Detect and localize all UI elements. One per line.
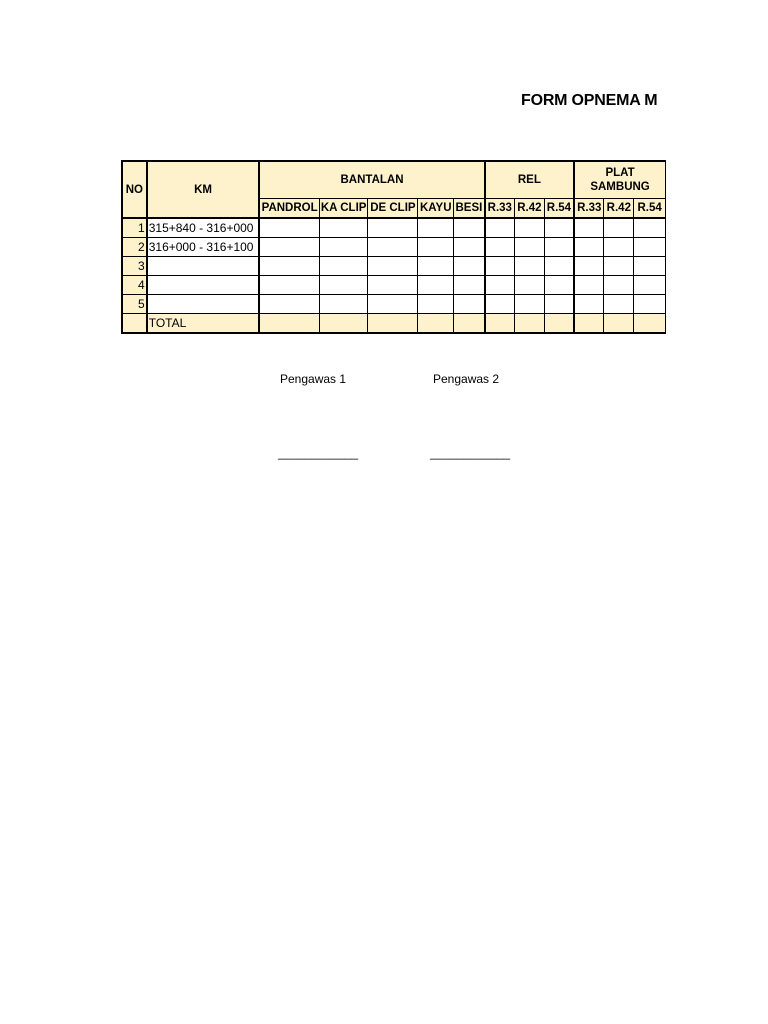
total-cell[interactable]: [604, 314, 634, 334]
cell[interactable]: [604, 218, 634, 238]
header-bantalan-wrap: [259, 161, 484, 199]
header-no: NO: [122, 161, 147, 218]
row-km[interactable]: [147, 276, 260, 295]
cell[interactable]: [604, 257, 634, 276]
cell[interactable]: [319, 257, 368, 276]
cell[interactable]: [544, 238, 574, 257]
cell[interactable]: [514, 257, 544, 276]
signature-label-right: Pengawas 2: [433, 372, 500, 386]
cell[interactable]: [514, 238, 544, 257]
table-row: [122, 257, 666, 276]
signature-line-right: ____________: [430, 446, 511, 460]
total-cell[interactable]: [319, 314, 368, 334]
form-title: FORM OPNEMA M: [521, 92, 658, 109]
cell[interactable]: [634, 257, 666, 276]
cell[interactable]: [454, 257, 485, 276]
total-cell[interactable]: [368, 314, 418, 334]
total-cell[interactable]: [574, 314, 604, 334]
total-cell[interactable]: [259, 314, 319, 334]
header-km: KM: [147, 161, 260, 218]
cell[interactable]: [544, 276, 574, 295]
cell[interactable]: [454, 276, 485, 295]
cell[interactable]: [574, 257, 604, 276]
row-no: 3: [122, 257, 147, 276]
cell[interactable]: [634, 276, 666, 295]
total-cell[interactable]: [454, 314, 485, 334]
cell[interactable]: [418, 276, 454, 295]
cell[interactable]: [544, 295, 574, 314]
opname-table: [121, 160, 666, 334]
row-km[interactable]: 316+000 - 316+100: [147, 238, 260, 257]
table-row: [122, 276, 666, 295]
total-no-cell: [122, 314, 147, 334]
header-plat-sambung: PLAT SAMBUNG: [574, 161, 665, 199]
header-bantalan: BANTALAN: [340, 174, 404, 186]
total-cell[interactable]: [418, 314, 454, 334]
cell[interactable]: [259, 238, 319, 257]
opname-table-wrap: [121, 160, 666, 352]
header-rel-r54: R.54: [544, 199, 574, 219]
cell[interactable]: [418, 257, 454, 276]
cell[interactable]: [604, 276, 634, 295]
cell[interactable]: [319, 295, 368, 314]
cell[interactable]: [485, 238, 515, 257]
cell[interactable]: [368, 238, 418, 257]
cell[interactable]: [368, 276, 418, 295]
row-km[interactable]: [147, 257, 260, 276]
cell[interactable]: [368, 218, 418, 238]
title-clip: [0, 0, 663, 140]
cell[interactable]: [319, 276, 368, 295]
cell[interactable]: [418, 218, 454, 238]
total-row: [122, 314, 666, 334]
row-no: 1: [122, 218, 147, 238]
row-km[interactable]: [147, 295, 260, 314]
cell[interactable]: [259, 295, 319, 314]
cell[interactable]: [544, 257, 574, 276]
cell[interactable]: [514, 218, 544, 238]
cell[interactable]: [634, 238, 666, 257]
header-de-clip: DE CLIP: [368, 199, 418, 219]
cell[interactable]: [485, 295, 515, 314]
cell[interactable]: [485, 257, 515, 276]
cell[interactable]: [319, 218, 368, 238]
header-rel-r33: R.33: [485, 199, 515, 219]
cell[interactable]: [368, 257, 418, 276]
cell[interactable]: [634, 295, 666, 314]
cell[interactable]: [418, 295, 454, 314]
total-cell[interactable]: [485, 314, 515, 334]
header-pandrol: PANDROL: [259, 199, 319, 219]
total-label: TOTAL: [147, 314, 260, 334]
cell[interactable]: [319, 238, 368, 257]
header-plat-r42: R.42: [604, 199, 634, 219]
cell[interactable]: [574, 276, 604, 295]
cell[interactable]: [259, 218, 319, 238]
total-cell[interactable]: [514, 314, 544, 334]
cell[interactable]: [485, 218, 515, 238]
cell[interactable]: [574, 218, 604, 238]
cell[interactable]: [574, 238, 604, 257]
cell[interactable]: [454, 295, 485, 314]
total-cell[interactable]: [544, 314, 574, 334]
header-plat-r54: R.54: [634, 199, 666, 219]
total-cell[interactable]: [634, 314, 666, 334]
cell[interactable]: [454, 238, 485, 257]
cell[interactable]: [544, 218, 574, 238]
cell[interactable]: [259, 276, 319, 295]
header-ka-clip: KA CLIP: [319, 199, 368, 219]
row-km[interactable]: 315+840 - 316+000: [147, 218, 260, 238]
signature-line-left: ____________: [278, 446, 359, 460]
cell[interactable]: [368, 295, 418, 314]
cell[interactable]: [259, 257, 319, 276]
table-row: [122, 238, 666, 257]
row-no: 2: [122, 238, 147, 257]
header-besi: BESI: [454, 199, 485, 219]
table-row: [122, 295, 666, 314]
cell[interactable]: [604, 295, 634, 314]
cell[interactable]: [604, 238, 634, 257]
header-rel-r42: R.42: [514, 199, 544, 219]
cell[interactable]: [574, 295, 604, 314]
header-rel: REL: [485, 161, 574, 199]
signature-label-left: Pengawas 1: [280, 372, 347, 386]
header-plat-r33: R.33: [574, 199, 604, 219]
cell[interactable]: [514, 295, 544, 314]
table-row: [122, 218, 666, 238]
cell[interactable]: [418, 238, 454, 257]
cell[interactable]: [514, 276, 544, 295]
cell[interactable]: [454, 218, 485, 238]
cell[interactable]: [634, 218, 666, 238]
row-no: 5: [122, 295, 147, 314]
cell[interactable]: [485, 276, 515, 295]
row-no: 4: [122, 276, 147, 295]
header-kayu: KAYU: [418, 199, 454, 219]
